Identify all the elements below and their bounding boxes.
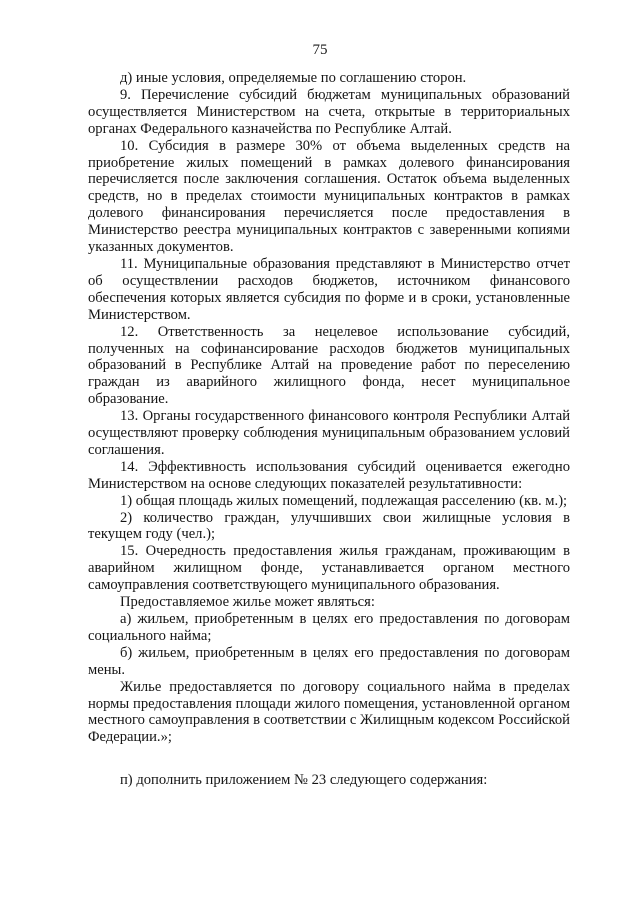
document-body: [88, 70, 570, 789]
paragraph-14-efficiency: 14. Эффективность использования субсидий оценивается ежегодно Министерством на основе следующих показателей результативности:: [88, 458, 570, 492]
indicator-1-area: 1) общая площадь жилых помещений, подлежащая расселению (кв. м.);: [120, 492, 568, 509]
housing-types-intro: Предоставляемое жилье может являться:: [120, 594, 375, 611]
paragraph-12-responsibility: 12. Ответственность за нецелевое использование субсидий, полученных на софинансирование расходов бюджетов муниципальных образований в Республике Алтай на проведение работ по переселению граждан из аварийного жилищного фонда, несет муниципальное образование.: [88, 323, 570, 408]
paragraph-11-report: 11. Муниципальные образования представляют в Министерство отчет об осуществлении расходов бюджетов, источником финансового обеспечения которых является субсидия по форме и в сроки, установленные Министерством.: [88, 255, 570, 323]
paragraph-15-priority: 15. Очередность предоставления жилья гражданам, проживающим в аварийном жилищном фонде, устанавливается органом местного самоуправления соответствующего муниципального образования.: [88, 543, 570, 594]
housing-norm-paragraph: Жилье предоставляется по договору социального найма в пределах нормы предоставления площади жилого помещения, установленной органом местного самоуправления в соответствии с Жилищным кодексом Российской Федерации.»;: [88, 678, 570, 746]
page-number: 75: [312, 42, 328, 58]
indicator-2-citizens: 2) количество граждан, улучшивших свои жилищные условия в текущем году (чел.);: [88, 509, 570, 543]
paragraph-10-subsidy-30-percent: 10. Субсидия в размере 30% от объема выделенных средств на приобретение жилых помещений в рамках долевого финансирования перечисляется после заключения соглашения. Остаток объема выделенных средств, но в пределах стоимости муниципальных контрактов в рамках долевого финансирования перечисляется после предоставления в Министерство реестра муниципальных контрактов с заверенными копиями указанных документов.: [88, 137, 570, 256]
paragraph-13-control: 13. Органы государственного финансового контроля Республики Алтай осуществляют проверку соблюдения муниципальным образованием условий соглашения.: [88, 408, 570, 458]
housing-type-a: а) жильем, приобретенным в целях его предоставления по договорам социального найма;: [88, 611, 570, 644]
housing-type-b: б) жильем, приобретенным в целях его предоставления по договорам мены.: [88, 644, 570, 678]
paragraph-d-other-conditions: д) иные условия, определяемые по соглашению сторон.: [120, 70, 467, 86]
paragraph-9-transfer: 9. Перечисление субсидий бюджетам муниципальных образований осуществляется Министерством на счета, открытые в территориальных органах Федерального казначейства по Республике Алтай.: [88, 86, 570, 137]
paragraph-p-appendix-23: п) дополнить приложением № 23 следующего содержания:: [120, 772, 488, 789]
